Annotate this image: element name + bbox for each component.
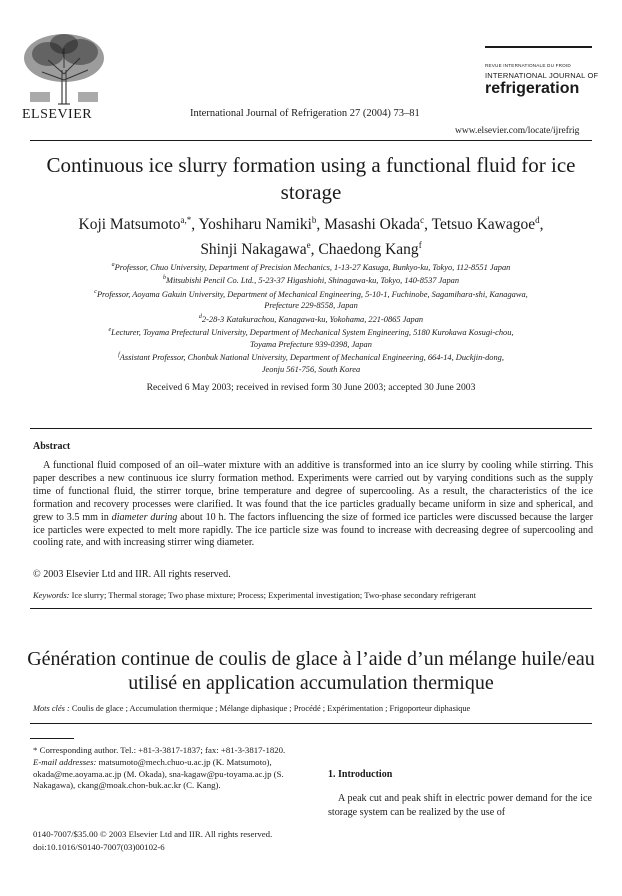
journal-subtitle-french: REVUE INTERNATIONALE DU FROID [485, 63, 571, 68]
corresponding-author: * Corresponding author. Tel.: +81-3-3817-1837; fax: +81-3-3817-1820. [33, 745, 286, 755]
doi-line[interactable]: doi:10.1016/S0140-7007(03)00102-6 [33, 842, 165, 852]
affiliation-line [40, 287, 582, 300]
affiliation-list [40, 260, 582, 375]
author-name: Shinji Nakagawa [200, 241, 307, 259]
french-divider [30, 608, 592, 609]
affiliation-line [40, 312, 582, 325]
affiliation-line [40, 273, 582, 286]
keywords [33, 590, 476, 600]
abstract-text-part1: A functional fluid composed of an oil–water mixture with an additive is transformed into an ice slurry by cooling while stirring. This paper describes a new continuous ice slurry formation method. Experiments were carried out by varying conditions such as the supply time of functional fluid, the stirrer torque, brine temperature and degree of supercooling. As a result, the characteristics of the ice formation and recovery processes were clarified. It was found that the ice particles gradually became uniform in size and spherical, and grew to 3.5 mm in [33, 460, 593, 523]
author-name: Yoshiharu Namiki [198, 216, 312, 234]
author-name: Tetsuo Kawagoe [431, 216, 536, 234]
footnote [33, 745, 301, 792]
keywords-text: Ice slurry; Thermal storage; Two phase mixture; Process; Experimental investigation; Two-phase secondary refrigerant [69, 590, 476, 600]
journal-reference: International Journal of Refrigeration 27 (2004) 73–81 [190, 108, 420, 119]
header-divider [30, 140, 592, 141]
front-matter-divider [30, 723, 592, 724]
affiliation-mark: d [198, 313, 202, 320]
author-affiliation-mark[interactable]: e [306, 240, 311, 251]
abstract-divider [30, 428, 592, 429]
author-separator: , [316, 216, 325, 234]
author-name: Chaedong Kang [318, 241, 419, 259]
affiliation-line [40, 325, 582, 338]
footnote-rule [30, 738, 74, 739]
author-separator: , [424, 216, 432, 234]
affiliation-text: Professor, Aoyama Gakuin University, Department of Mechanical Engineering, 5-10-1, Fuchinobe, Sagamihara-shi, Kanagawa, [96, 289, 528, 299]
abstract-body [33, 460, 593, 550]
mots-cles-text: Coulis de glace ; Accumulation thermique ; Mélange diphasique ; Procédé ; Expérimentation ; Frigoporteur diphasique [69, 704, 471, 713]
affiliation-text: Lecturer, Toyama Prefectural University, Department of Mechanical System Engineering, 5180 Kurokawa Kosugi-chou, [111, 327, 514, 337]
journal-name: refrigeration [485, 80, 580, 97]
affiliation-text: Mitsubishi Pencil Co. Ltd., 5-23-37 Higashiohi, Shinagawa-ku, Tokyo, 140-8537 Japan [165, 276, 460, 286]
affiliation-mark: a [111, 262, 115, 268]
author-affiliation-mark[interactable]: f [418, 240, 422, 251]
affiliation-mark: c [94, 288, 97, 295]
affiliation-line [40, 350, 582, 363]
french-title: Génération continue de coulis de glace à l’aide d’un mélange huile/eau utilisé en application accumulation thermique [27, 648, 595, 694]
author-separator: , [539, 216, 544, 234]
received-dates: Received 6 May 2003; received in revised form 30 June 2003; accepted 30 June 2003 [146, 382, 476, 393]
issn-line: 0140-7007/$35.00 © 2003 Elsevier Ltd and IIR. All rights reserved. [33, 829, 273, 839]
affiliation-line [40, 260, 582, 273]
journal-subtitle: INTERNATIONAL JOURNAL OF [485, 71, 599, 80]
journal-logo-rule [485, 46, 592, 48]
author-line [20, 235, 602, 260]
abstract-copyright: © 2003 Elsevier Ltd and IIR. All rights reserved. [33, 569, 231, 580]
author-affiliation-mark[interactable]: b [311, 215, 317, 225]
email-addresses[interactable]: matsumoto@mech.chuo-u.ac.jp (K. Matsumoto), okada@me.aoyama.ac.jp (M. Okada), sna-kagaw@pu-toyama.ac.jp (S. Nakagawa), ckang@moak.chon-buk.ac.kr (C. Kang). [33, 756, 284, 791]
email-label: E-mail addresses: [33, 756, 97, 767]
affiliation-line [40, 364, 582, 376]
author-name: Koji Matsumoto [78, 216, 181, 234]
affiliation-line [40, 300, 582, 312]
author-separator: , [310, 241, 319, 259]
author-list [20, 210, 602, 260]
author-affiliation-mark[interactable]: d [535, 215, 540, 225]
issn-block [33, 828, 272, 854]
mots-cles-label: Mots clés : [33, 704, 70, 713]
affiliation-mark: e [108, 327, 112, 334]
author-affiliation-mark[interactable]: a,* [180, 215, 192, 225]
abstract-heading: Abstract [33, 441, 71, 452]
author-line [20, 210, 602, 235]
affiliation-text: 2-28-3 Katakurachou, Kanagawa-ku, Yokohama, 221-0865 Japan [201, 314, 424, 324]
affiliation-mark: f [118, 352, 120, 359]
publisher-name: ELSEVIER [22, 107, 93, 122]
mots-cles [33, 704, 470, 713]
affiliation-text: Jeonju 561-756, South Korea [261, 364, 361, 374]
introduction-body [328, 792, 592, 820]
author-affiliation-mark[interactable]: c [420, 215, 425, 225]
affiliation-line [40, 339, 582, 351]
journal-url[interactable]: www.elsevier.com/locate/ijrefrig [455, 126, 580, 136]
affiliation-mark: b [162, 275, 166, 282]
keywords-label: Keywords: [33, 590, 70, 600]
abstract-text-italic: diameter during [111, 511, 178, 523]
affiliation-text: Assistant Professor, Chonbuk National University, Department of Mechanical Engineering, 664-14, Duckjin-dong, [119, 352, 504, 362]
author-separator: , [191, 216, 199, 234]
affiliation-text: Toyama Prefecture 939-0398, Japan [250, 339, 372, 349]
introduction-paragraph: A peak cut and peak shift in electric power demand for the ice storage system can be realized by the use of [328, 793, 592, 818]
introduction-heading: 1. Introduction [328, 769, 393, 780]
paper-title: Continuous ice slurry formation using a functional fluid for ice storage [46, 153, 576, 204]
abstract-text-part2: about 10 h. The factors influencing the size of formed ice particles were discussed because the larger ice particles were expected to melt more rapidly. The ice particle size was found to increase with decreasing degree of supercooling and cooling rate, and with increasing stirrer wing diameter. [33, 511, 593, 549]
affiliation-text: Prefecture 229-8558, Japan [264, 301, 358, 311]
affiliation-text: Professor, Chuo University, Department of Precision Mechanics, 1-13-27 Kasuga, Bunkyo-ku, Tokyo, 112-8551 Japan [114, 262, 511, 272]
author-name: Masashi Okada [324, 216, 421, 234]
